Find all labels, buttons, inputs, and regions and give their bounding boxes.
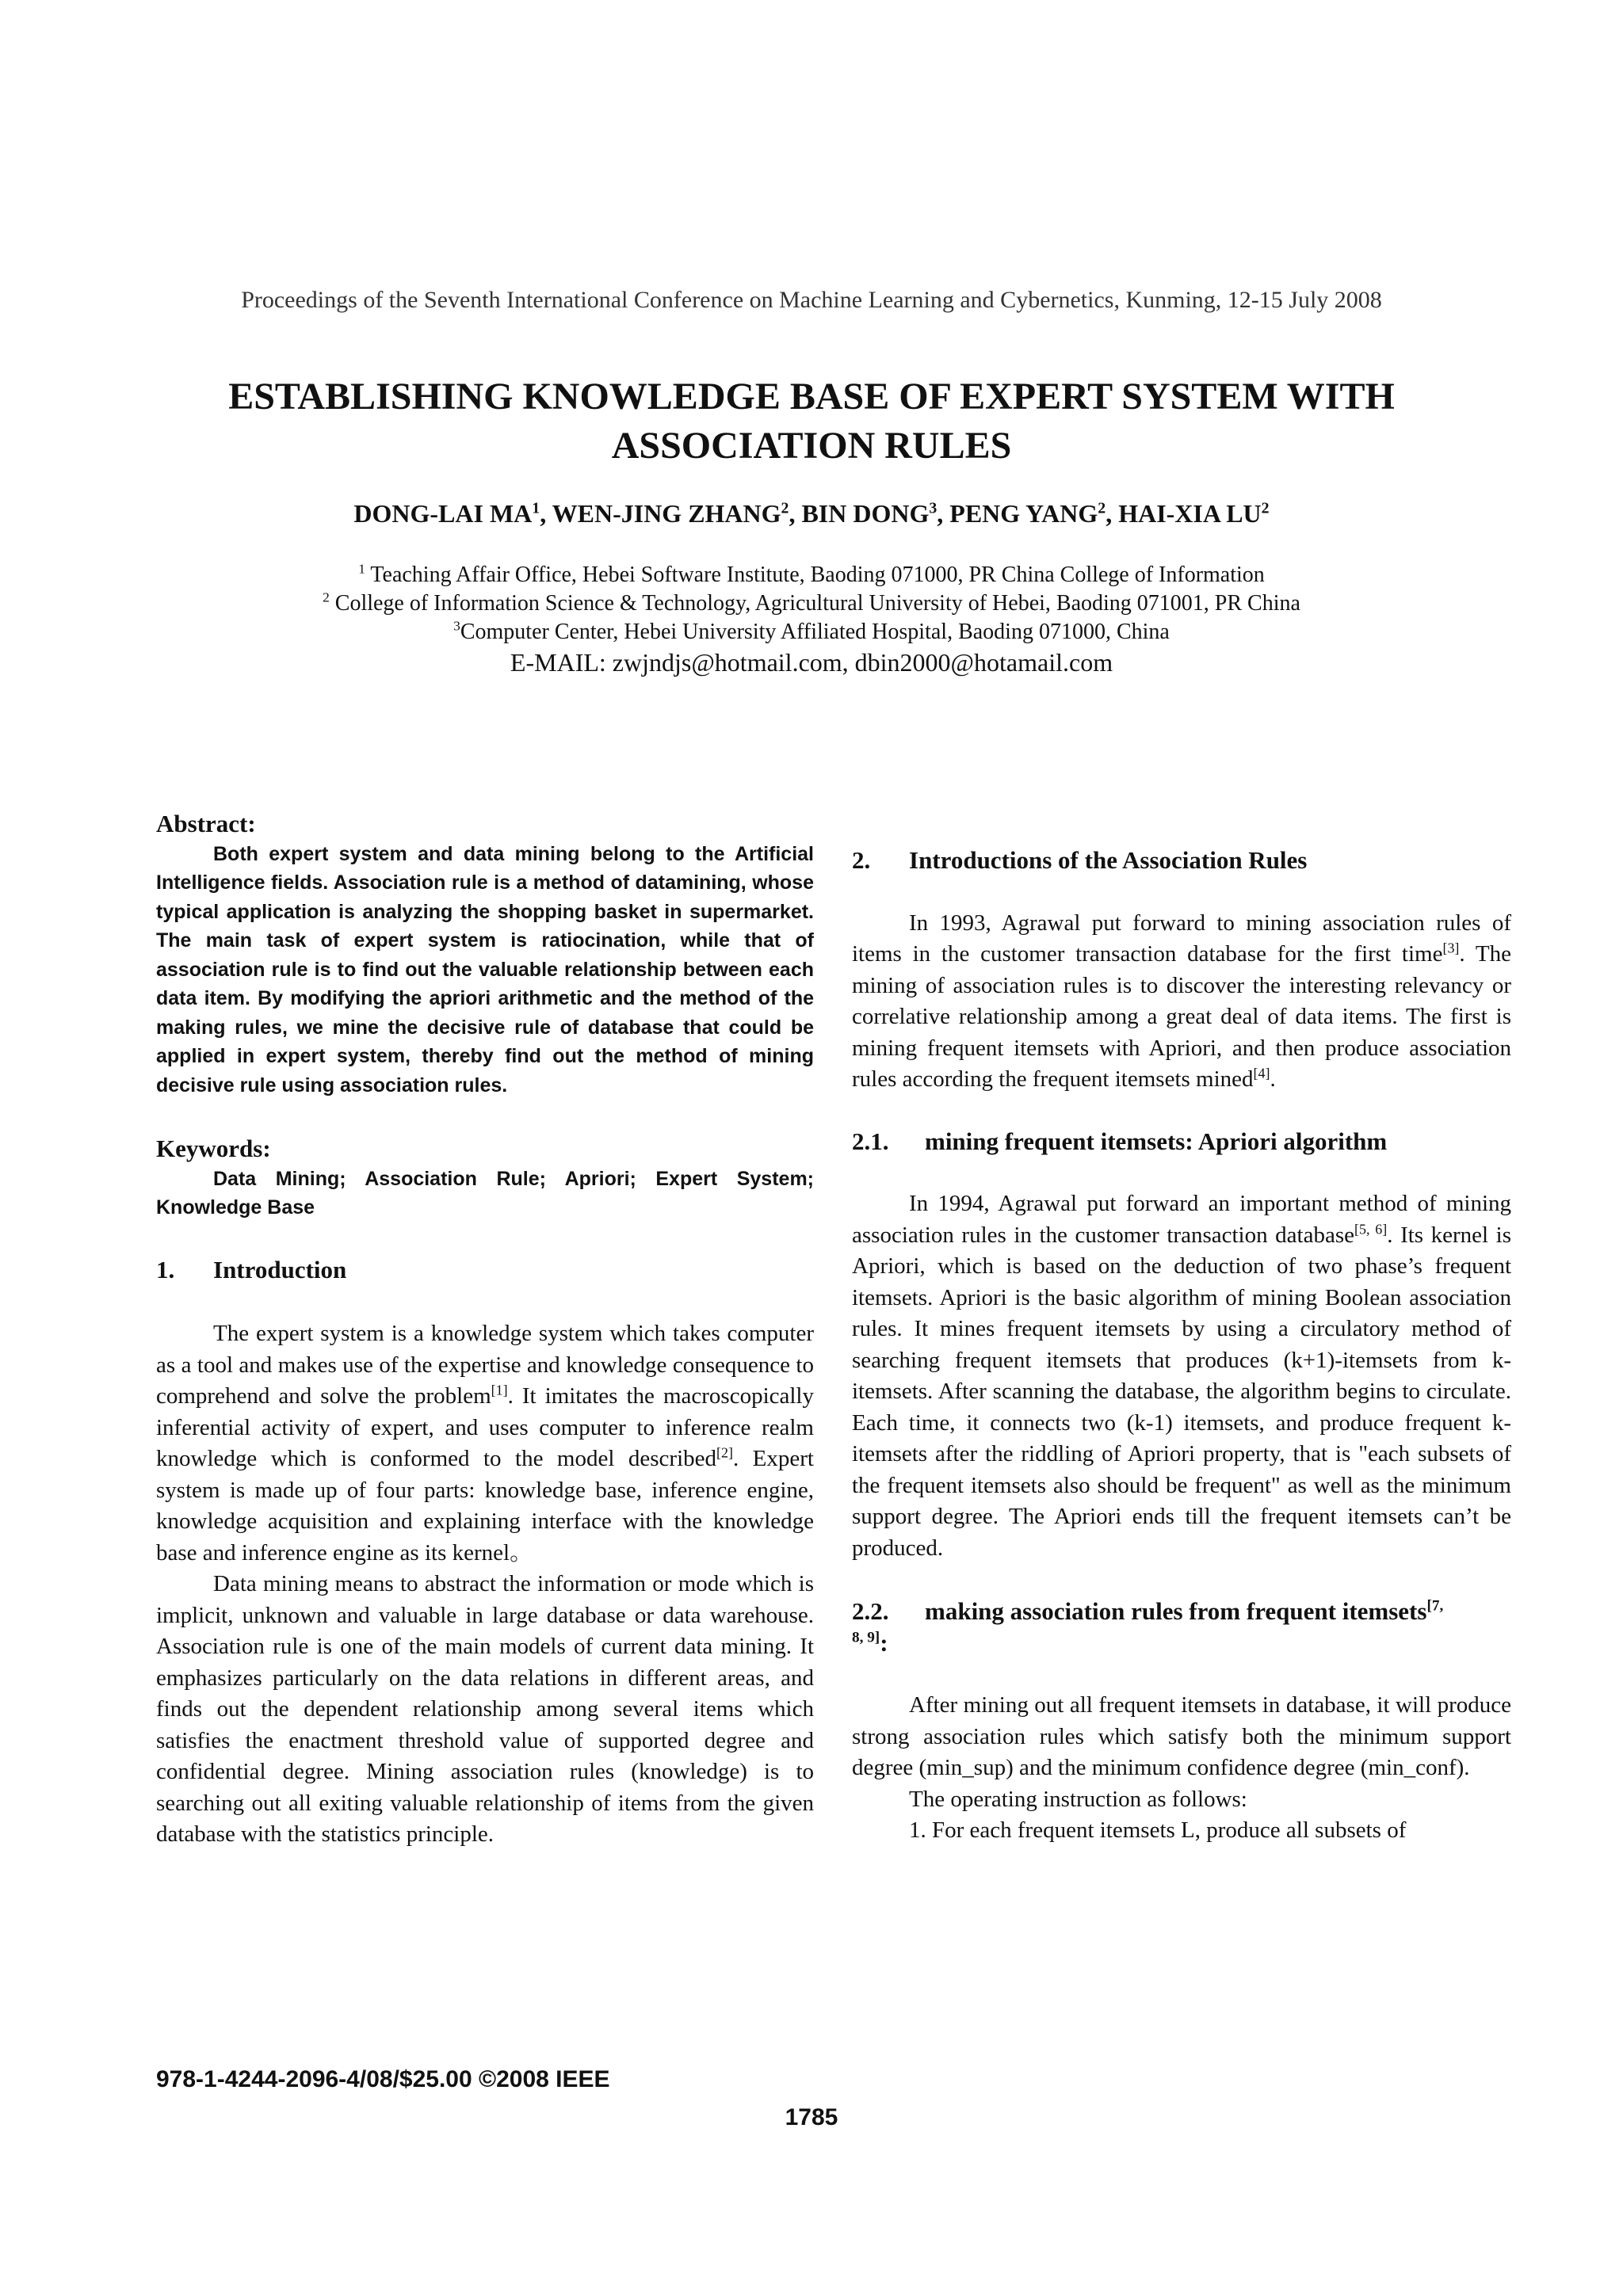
heading-colon: : — [880, 1628, 888, 1657]
intro-paragraph-2: Data mining means to abstract the information or mode which is implicit, unknown and valuable in large database or data warehouse. Association rule is one of the main models of current data mining. It emphasizes particularly on the data relations in different areas, and finds out the dependent relationship among several items which satisfies the enactment threshold value of supported degree and confidential degree. Mining association rules (knowledge) is to searching out all exiting valuable relationship of items from the given database with the statistics principle. — [156, 1571, 814, 1847]
author-name: WEN-JING ZHANG — [552, 499, 781, 528]
author-affil-mark: 2 — [781, 499, 789, 517]
author-affil-mark: 2 — [1098, 499, 1106, 517]
section-2-paragraph — [852, 908, 1511, 1096]
text-run: . The mining of association rules is to discover the interesting relevancy or correlative relationship among a great deal of data items. The first is mining frequent itemsets with Apriori, and then produce association rules according the frequent itemsets mined — [852, 941, 1511, 1092]
author-list: DONG-LAI $MA^1$, WEN-JING ZHANG$^2$, BIN DONG$^3$, PENG YANG$^2$, HAI-XIA $LU^2$ — [353, 499, 1270, 528]
section-number: 2.1. — [852, 1127, 889, 1155]
keywords-text: Data Mining; Association Rule; Apriori; Expert System; Knowledge Base — [156, 1167, 814, 1219]
title-line-1: ESTABLISHING KNOWLEDGE BASE OF EXPERT SYSTEM WITH — [228, 376, 1395, 418]
section-title: making association rules from frequent itemsets — [925, 1597, 1427, 1625]
citation: [4] — [1253, 1065, 1270, 1081]
section-2-1-paragraph — [852, 1188, 1511, 1564]
section-2-2-paragraph-1: After mining out all frequent itemsets in database, it will produce strong association rules which satisfy both the minimum support degree (min_sup) and the minimum confidence degree (min_conf). — [852, 1692, 1511, 1780]
author-name: HAI-XIA LU — [1118, 499, 1262, 528]
affiliation-mark: 3 — [453, 618, 460, 634]
right-column — [852, 845, 1511, 1847]
paper-title — [174, 372, 1449, 471]
conference-header: Proceedings of the Seventh International Conference on Machine Learning and Cybernetics, Kunming, 12-15 July 2008 — [241, 287, 1382, 313]
text-run: . — [1270, 1066, 1276, 1092]
affiliation-line — [0, 589, 1623, 618]
title-line-2: ASSOCIATION RULES — [611, 425, 1012, 467]
email-line: E-MAIL: zwjndjs@hotmail.com, dbin2000@hotamail.com — [510, 648, 1113, 677]
copyright-isbn: 978-1-4244-2096-4/08/$25.00 ©2008 IEEE — [156, 2066, 610, 2092]
abstract-heading: Abstract: — [156, 810, 256, 837]
section-2-2-list-item: 1. For each frequent itemsets L, produce all subsets of — [909, 1817, 1407, 1843]
citation: 8, 9] — [852, 1629, 880, 1646]
citation: [5, 6] — [1354, 1220, 1388, 1237]
affiliation-line — [0, 618, 1623, 646]
section-title: Introductions of the Association Rules — [909, 846, 1308, 874]
author-affil-mark: 2 — [1261, 499, 1270, 517]
affiliation-text: Computer Center, Hebei University Affiliated Hospital, Baoding 071000, China — [460, 620, 1170, 644]
section-title: mining frequent itemsets: Apriori algorithm — [925, 1127, 1388, 1155]
section-2-heading — [852, 845, 1511, 876]
left-column — [156, 808, 814, 1851]
section-1-heading — [156, 1254, 814, 1286]
section-number: 2.2. — [852, 1597, 889, 1625]
intro-paragraph-1 — [156, 1318, 814, 1569]
page-number: 1785 — [785, 2104, 838, 2130]
author-affil-mark: 1 — [532, 499, 540, 517]
text-run: The expert system is a knowledge system which takes computer as a tool and makes use of the expertise and knowledge consequence to comprehend and solve the problem — [156, 1321, 814, 1409]
section-title: Introduction — [213, 1255, 347, 1283]
section-number: 1. — [156, 1255, 175, 1283]
author-name: BIN DONG — [801, 499, 930, 528]
abstract-text: Both expert system and data mining belong to the Artificial Intelligence fields. Association rule is a method of datamining, whose typical application is analyzing the shopping basket in supermarket. The main task of expert system is ratiocination, while that of association rule is to find out the valuable relationship between each data item. By modifying the apriori arithmetic and the method of the making rules, we mine the decisive rule of database that could be applied in expert system, thereby find out the method of mining decisive rule using association rules. — [156, 842, 814, 1097]
affiliation-mark: 1 — [358, 561, 365, 577]
citation: [7, — [1426, 1597, 1444, 1615]
text-run: In 1994, Agrawal put forward an important method of mining association rules in the customer transaction database — [852, 1191, 1511, 1248]
author-name: PENG YANG — [949, 499, 1098, 528]
text-run: . Expert system is made up of four parts: knowledge base, inference engine, knowledge acquisition and explaining interface with the knowledge base and inference engine as its kernel。 — [156, 1446, 814, 1566]
citation: [3] — [1442, 940, 1460, 956]
author-name: DONG-LAI MA — [353, 499, 533, 528]
text-run: . Its kernel is Apriori, which is based on the deduction of two phase’s frequent itemsets. Apriori is the basic algorithm of mining Boolean association rules. It mines frequent itemsets by using a circulatory method of searching frequent itemsets that produces (k+1)-itemsets from k-itemsets. After scanning the database, the algorithm begins to circulate. Each time, it connects two (k-1) itemsets, and produce frequent k-itemsets after the riddling of Apriori property, that is "each subsets of the frequent itemsets also should be frequent" as well as the minimum support degree. The Apriori ends till the frequent itemsets can’t be produced. — [852, 1222, 1512, 1561]
text-run: . It imitates the macroscopically inferential activity of expert, and uses computer to inference realm knowledge which is conformed to the model described — [156, 1383, 814, 1471]
affiliation-mark: 2 — [323, 589, 330, 605]
section-2-2-paragraph-2: The operating instruction as follows: — [909, 1786, 1247, 1812]
affiliation-line — [0, 561, 1623, 589]
section-number: 2. — [852, 846, 871, 874]
citation: [1] — [491, 1382, 508, 1398]
keywords-heading: Keywords: — [156, 1135, 271, 1162]
citation: [2] — [716, 1444, 733, 1461]
section-2-2-heading — [852, 1596, 1511, 1658]
affiliation-text: Teaching Affair Office, Hebei Software Institute, Baoding 071000, PR China College of Information — [370, 563, 1265, 587]
affiliation-text: College of Information Science & Technology, Agricultural University of Hebei, Baoding 071001, PR China — [334, 591, 1300, 616]
affiliations — [0, 561, 1623, 677]
text-run: In 1993, Agrawal put forward to mining association rules of items in the customer transaction database for the first time — [852, 910, 1511, 967]
section-2-1-heading — [852, 1126, 1511, 1158]
author-affil-mark: 3 — [929, 499, 938, 517]
